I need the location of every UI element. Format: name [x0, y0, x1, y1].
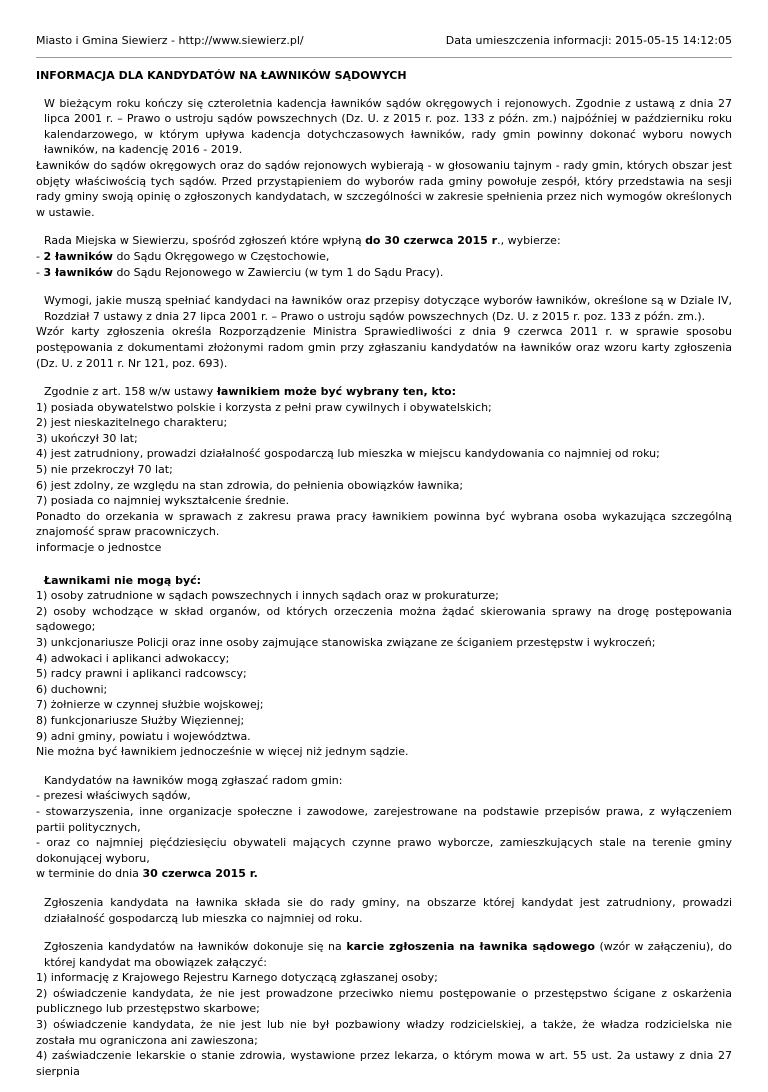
print-header: [36, 33, 732, 48]
list-item: 1) posiada obywatelstwo polskie i korzysta z pełni praw cywilnych i obywatelskich;: [36, 400, 492, 414]
list-item: 9) adni gminy, powiatu i województwa.: [36, 729, 251, 743]
exclusion-section: [36, 569, 732, 760]
list-item: 2) jest nieskazitelnego charakteru;: [36, 416, 228, 430]
requirements-section: [36, 293, 732, 371]
nominators-lead: Kandydatów na ławników mogą zgłaszać radom gmin:: [44, 773, 343, 787]
header-divider: [36, 57, 732, 58]
exclusion-note: Nie można być ławnikiem jednocześnie w więcej niż jednym sądzie.: [36, 745, 409, 759]
submission-paragraph: Zgłoszenia kandydata na ławnika składa sie do rady gminy, na obszarze której kandydat jest zatrudniony, prowadzi działalność gospodarczą lub mieszka co najmniej od roku.: [44, 895, 732, 925]
council-lead: Rada Miejska w Siewierzu, spośród zgłoszeń które wpłyną: [44, 234, 366, 248]
list-item: 7) posiada co najmniej wykształcenie średnie.: [36, 494, 290, 508]
eligibility-note: Ponadto do orzekania w sprawach z zakresu prawa pracy ławnikiem powinna być wybrana osoba wykazująca szczególną znajomość spraw pracowniczych.: [36, 509, 732, 539]
list-item: - prezesi właściwych sądów,: [36, 789, 191, 803]
eligibility-heading: Zgodnie z art. 158 w/w ustawy ławnikiem może być wybrany ten, kto:: [44, 385, 456, 399]
list-item: 2) osoby wchodzące w skład organów, od których orzeczenia można żądać skierowania sprawy na drogę postępowania sądowego;: [36, 604, 732, 634]
list-item: - 2 ławników do Sądu Okręgowego w Częstochowie,: [36, 249, 330, 263]
list-item: 3) unkcjonariusze Policji oraz inne osoby zajmujące stanowiska związane ze ściganiem przestępstw i wykroczeń;: [36, 636, 656, 649]
intro-section: [36, 96, 732, 221]
list-item: 3) ukończył 30 lat;: [36, 431, 138, 445]
nominators-deadline: w terminie do dnia 30 czerwca 2015 r.: [36, 867, 258, 881]
list-item: 2) oświadczenie kandydata, że nie jest prowadzone przeciwko niemu postępowanie o przestępstwo ścigane z oskarżenia publicznego lub przestępstwo skarbowe;: [36, 986, 732, 1016]
list-item: 1) osoby zatrudnione w sądach powszechnych i innych sądach oraz w prokuraturze;: [36, 589, 499, 603]
list-item: 6) duchowni;: [36, 682, 108, 696]
unit-info-text: informacje o jednostce: [36, 541, 162, 555]
list-item: 4) jest zatrudniony, prowadzi działalność gospodarczą lub mieszka w miejscu kandydowania co najmniej od roku;: [36, 447, 660, 461]
list-item: 4) adwokaci i aplikanci adwokaccy;: [36, 651, 230, 665]
list-item: - stowarzyszenia, inne organizacje społeczne i zawodowe, zarejestrowane na podstawie przepisów prawa, z wyłączeniem partii politycznych,: [36, 804, 732, 834]
list-item: 4) zaświadczenie lekarskie o stanie zdrowia, wystawione przez lekarza, o którym mowa w art. 55 ust. 2a ustawy z dnia 27 sierpnia: [36, 1049, 732, 1078]
article-body: [36, 68, 732, 1092]
header-source: Miasto i Gmina Siewierz - http://www.siewierz.pl/: [36, 34, 304, 47]
list-item: 6) jest zdolny, ze względu na stan zdrowia, do pełnienia obowiązków ławnika;: [36, 478, 464, 492]
list-item: 5) radcy prawni i aplikanci radcowscy;: [36, 667, 247, 681]
requirements-paragraph: Wzór karty zgłoszenia określa Rozporządzenie Ministra Sprawiedliwości z dnia 9 czerwca 2011 r. w sprawie sposobu postępowania z dokumentami złożonymi radom gmin przy zgłaszaniu kandydatów na ławników oraz wzoru karty zgłoszenia (Dz. U. z 2011 r. Nr 121, poz. 693).: [36, 325, 732, 370]
submission-section: [36, 895, 732, 926]
intro-paragraph: W bieżącym roku kończy się czteroletnia kadencja ławników sądów okręgowych i rejonowych. Zgodnie z ustawą z dnia 27 lipca 2001 r. – Prawo o ustroju sądów powszechnych (Dz. U. z 2015 r. poz. 133 z późn. zm.) najpóźniej w październiku roku kalendarzowego, w którym upływa kadencja dotychczasowych ławników, rady gmin powinny dokonać wyboru nowych ławników, na kadencję 2016 - 2019.: [44, 96, 732, 157]
header-date: Data umieszczenia informacji: 2015-05-15 14:12:05: [445, 34, 732, 47]
list-item: 3) oświadczenie kandydata, że nie jest lub nie był pozbawiony władzy rodzicielskiej, a także, że władza rodzicielska nie została mu ograniczona ani zawieszona;: [36, 1018, 732, 1047]
council-tail: ., wybierze:: [497, 234, 561, 248]
list-item: 7) żołnierze w czynnej służbie wojskowej;: [36, 698, 264, 712]
requirements-paragraph: Wymogi, jakie muszą spełniać kandydaci na ławników oraz przepisy dotyczące wyborów ławników, określone są w Dziale IV, Rozdział 7 ustawy z dnia 27 lipca 2001 r. – Prawo o ustroju sądów powszechnych (Dz. U. z 2015 r. poz. 133 z późn. zm.).: [44, 294, 732, 323]
list-item: - 3 ławników do Sądu Rejonowego w Zawierciu (w tym 1 do Sądu Pracy).: [36, 265, 444, 279]
council-paragraph: [36, 233, 732, 249]
council-deadline: do 30 czerwca 2015 r: [365, 234, 498, 248]
list-item: 8) funkcjonariusze Służby Więziennej;: [36, 713, 245, 727]
eligibility-section: [36, 384, 732, 556]
list-item: 5) nie przekroczył 70 lat;: [36, 463, 173, 477]
card-paragraph: Zgłoszenia kandydatów na ławników dokonuje się na karcie zgłoszenia na ławnika sądowego (wzór w załączeniu), do której kandydat ma obowiązek załączyć:: [44, 940, 732, 969]
exclusion-heading: Ławnikami nie mogą być:: [44, 573, 202, 587]
intro-paragraph: Ławników do sądów okręgowych oraz do sądów rejonowych wybierają - w głosowaniu tajnym - rady gmin, których obszar jest objęty właściwością tych sądów. Przed przystąpieniem do wyborów rada gminy powołuje zespół, który przedstawia na sesji rady gminy swoją opinię o zgłoszonych kandydatach, w szczególności w zakresie spełnienia przez nich wymogów określonych w ustawie.: [36, 158, 732, 219]
nominators-section: [36, 773, 732, 882]
card-section: [36, 939, 732, 1079]
page-title: INFORMACJA DLA KANDYDATÓW NA ŁAWNIKÓW SĄDOWYCH: [36, 69, 407, 82]
council-section: [36, 233, 732, 280]
list-item: - oraz co najmniej pięćdziesięciu obywateli mających czynne prawo wyborcze, zamieszkujących stale na terenie gminy dokonującej wyboru,: [36, 836, 732, 865]
list-item: 1) informację z Krajowego Rejestru Karnego dotyczącą zgłaszanej osoby;: [36, 971, 438, 985]
